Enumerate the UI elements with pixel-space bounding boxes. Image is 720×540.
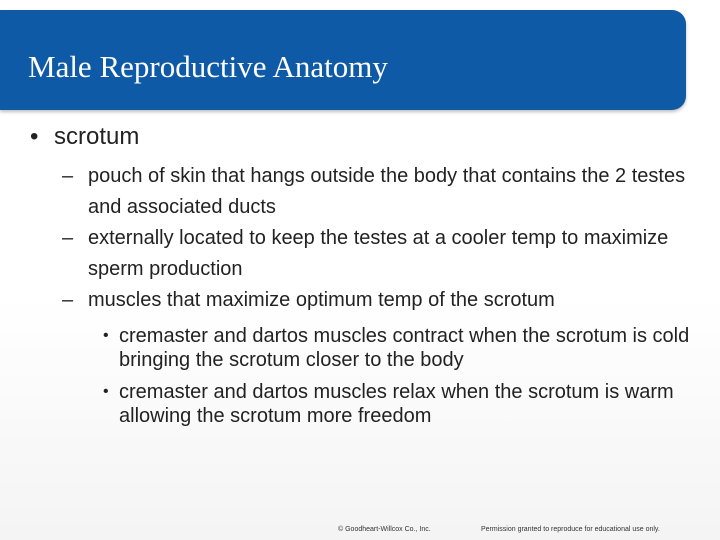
sub-sub-bullet-1 [103,324,693,372]
sub-bullet-2 [62,223,692,285]
dash-marker: – [62,289,74,311]
dash-marker: – [62,227,74,249]
footer-copyright: © Goodheart-Willcox Co., Inc. [338,526,431,533]
title-bar [0,10,686,110]
bullet-text: scrotum [54,123,140,150]
footer-permission: Permission granted to reproduce for educational use only. [481,526,660,533]
sub-bullet-3 [62,285,692,316]
sub-sub-bullet-2 [103,380,693,428]
sub-bullet-1 [62,161,692,223]
sub-bullet-text: muscles that maximize optimum temp of the scrotum [88,289,555,311]
sub-sub-bullet-text: cremaster and dartos muscles relax when the scrotum is warm allowing the scrotum more freedom [119,381,674,427]
dash-marker: – [62,165,74,187]
bullet-marker: • [103,327,109,344]
slide-title: Male Reproductive Anatomy [28,49,388,84]
sub-sub-bullet-text: cremaster and dartos muscles contract when the scrotum is cold bringing the scrotum closer to the body [119,325,690,371]
bullet-marker: • [30,123,39,150]
bullet-scrotum [30,122,139,152]
sub-bullet-text: pouch of skin that hangs outside the body that contains the 2 testes and associated ducts [88,165,686,218]
bullet-marker: • [103,383,109,400]
sub-bullet-text: externally located to keep the testes at a cooler temp to maximize sperm production [88,227,669,280]
